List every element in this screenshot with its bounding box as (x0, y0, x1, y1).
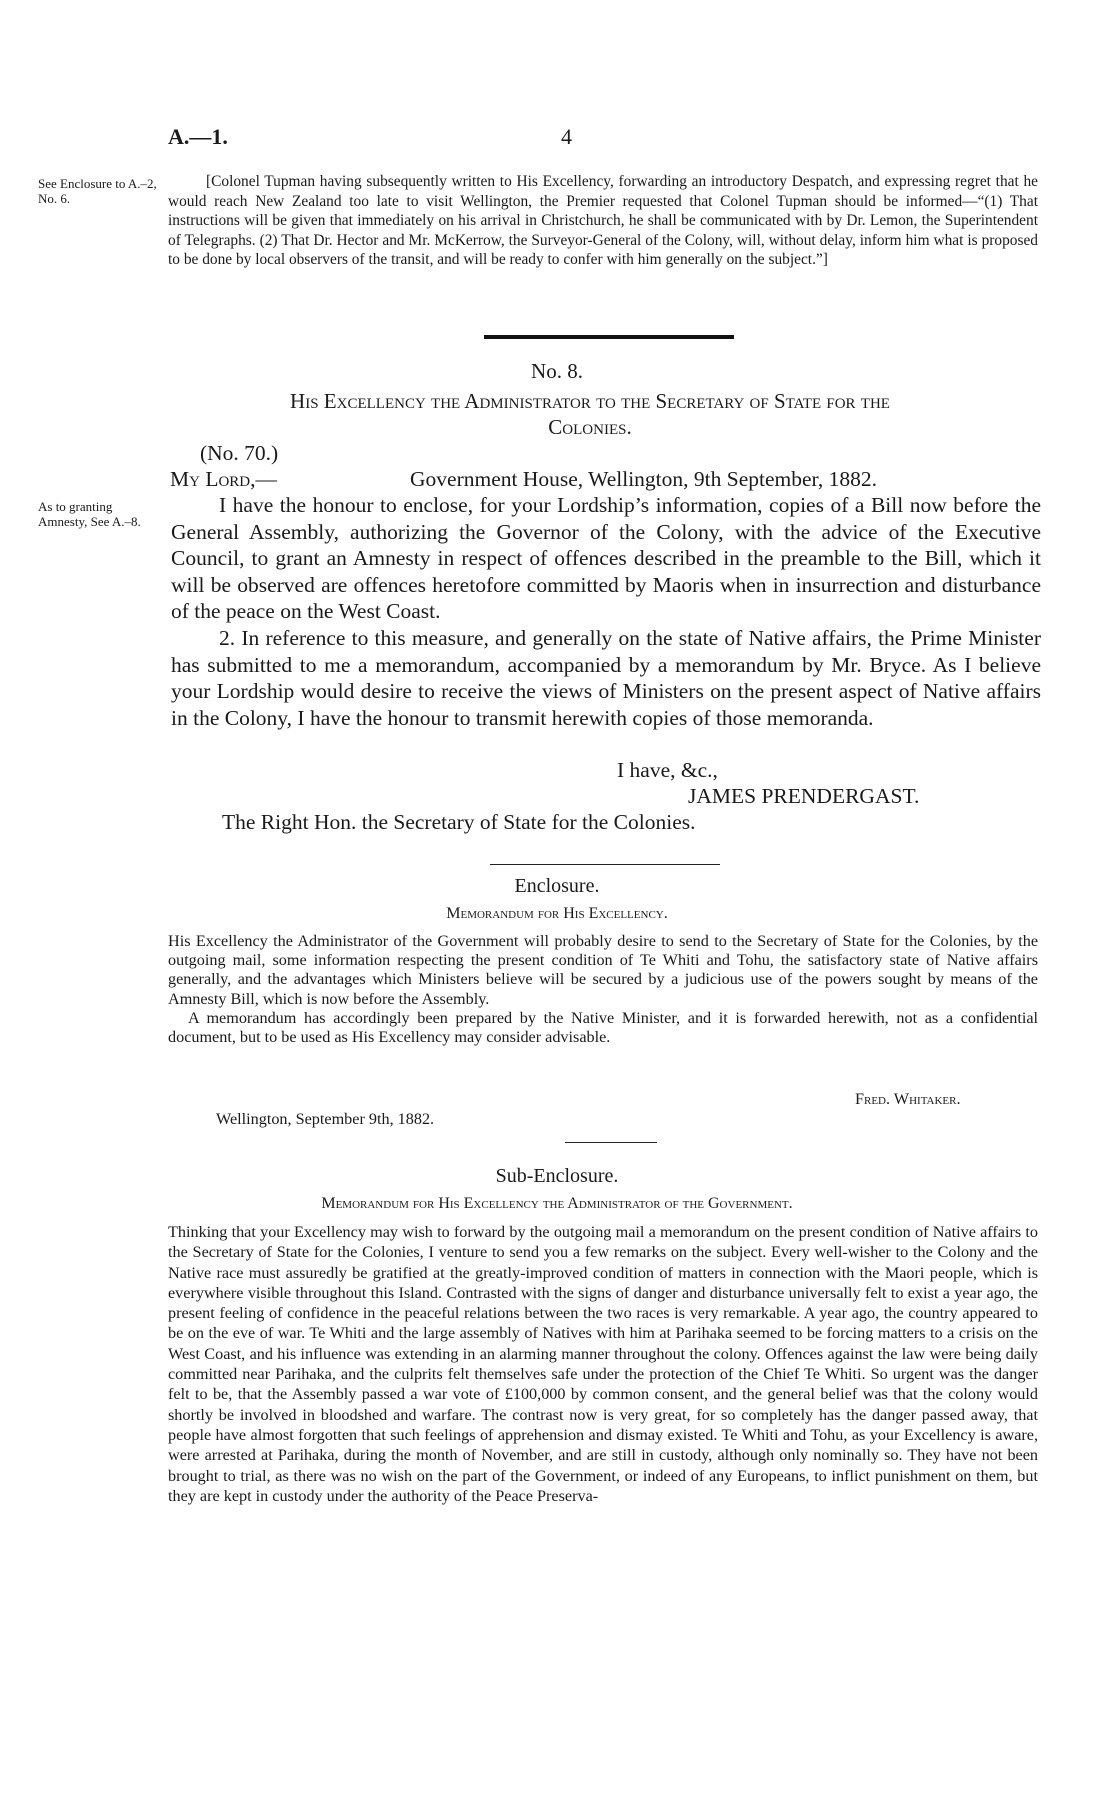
enclosure-paragraph-2: A memorandum has accordingly been prepared by the Native Minister, and it is forwarded herewith, not as a confidential document, but to be used as His Excellency may consider advisable. (168, 1008, 1038, 1047)
margin-note-amnesty-ref: As to granting Amnesty, See A.–8. (38, 499, 141, 529)
sub-enclosure-title: Sub-Enclosure. (495, 1165, 619, 1187)
despatch-heading-line1: His Excellency the Administrator to the Secretary of State for the (290, 389, 890, 413)
despatch-body (171, 492, 1041, 731)
despatch-number: No. 8. (531, 359, 583, 383)
salutation: My Lord,— (170, 467, 278, 491)
section-divider (484, 335, 734, 339)
divider-sub-enclosure (565, 1142, 657, 1143)
enclosure-body (168, 932, 1038, 1047)
signature-whitaker: Fred. Whitaker. (855, 1090, 961, 1108)
sub-enclosure-paragraph: Thinking that your Excellency may wish to forward by the outgoing mail a memorandum on the present condition of Native affairs to the Secretary of State for the Colonies, I venture to send you a few remarks on the subject. Every well-wisher to the Colony and the Native race must assuredly be gratified at the greatly-improved condition of matters in connection with the Maori people, which is everywhere visible throughout this Island. Contrasted with the signs of danger and disturbance universally felt to exist a year ago, the present feeling of confidence in the peaceful relations between the two races is very remarkable. A year ago, the country appeared to be on the eve of war. Te Whiti and the large assembly of Natives with him at Parihaka seemed to be forcing matters to a crisis on the West Coast, and his influence was extending in an alarming manner throughout the colony. Offences against the law were being daily committed near Parihaka, and the culprits felt themselves safe under the protection of the Chief Te Whiti. So urgent was the danger felt to be, that the Assembly passed a war vote of £100,000 by common consent, and the general belief was that the colony would shortly be involved in bloodshed and warfare. The contrast now is very great, for so completely has the danger passed away, that people have almost forgotten that such feelings of apprehension and dismay existed. Te Whiti and Tohu, as your Excellency is aware, were arrested at Parihaka, during the month of November, and are still in custody, although only nominally so. They have not been brought to trial, as there was no wish on the part of the Government, or indeed of any Europeans, to inflict punishment on them, but they are kept in custody under the authority of the Peace Preserva- (168, 1223, 1038, 1505)
sub-enclosure-body (168, 1222, 1038, 1506)
enclosure-subtitle: Memorandum for His Excellency. (446, 905, 668, 922)
closing: I have, &c., (617, 758, 718, 782)
margin-note-enclosure-ref: See Enclosure to A.–2, No. 6. (38, 176, 157, 206)
despatch-reference: (No. 70.) (200, 441, 279, 465)
despatch-paragraph-2: 2. In reference to this measure, and generally on the state of Native affairs, the Prime Minister has submitted to me a memorandum, accompanied by a memorandum by Mr. Bryce. As I believe your Lordship would desire to receive the views of Ministers on the present aspect of Native affairs in the Colony, I have the honour to transmit herewith copies of those memoranda. (171, 625, 1041, 730)
signature-prendergast: JAMES PRENDERGAST. (688, 784, 920, 808)
series-label: A.—1. (168, 124, 228, 149)
intro-paragraph: [Colonel Tupman having subsequently written to His Excellency, forwarding an introductory Despatch, and expressing regret that he would reach New Zealand too late to visit Wellington, the Premier requested that Colonel Tupman should be informed—“(1) That instructions will be given that immediately on his arrival in Christchurch, he shall be communicated with by Dr. Lemon, the Superintendent of Telegraphs. (2) That Dr. Hector and Mr. McKerrow, the Surveyor-General of the Colony, will, without delay, inform him what is proposed to be done by local observers of the transit, and will be ready to confer with him generally on the subject.”] (168, 173, 1038, 269)
enclosure-paragraph-1: His Excellency the Administrator of the Government will probably desire to send to the Secretary of State for the Colonies, by the outgoing mail, some information respecting the present condition of Te Whiti and Tohu, the satisfactory state of Native affairs generally, and the advantages which Ministers believe will be secured by a judicious use of the powers sought by means of the Amnesty Bill, which is now before the Assembly. (168, 932, 1038, 1008)
despatch-paragraph-1: I have the honour to enclose, for your Lordship’s information, copies of a Bill now before the General Assembly, authorizing the Governor of the Colony, with the advice of the Executive Council, to grant an Amnesty in respect of offences described in the preamble to the Bill, which it will be observed are offences heretofore committed by Maoris when in insurrection and disturbance of the peace on the West Coast. (171, 493, 1041, 624)
divider-enclosure (490, 864, 720, 865)
enclosure-dateline: Wellington, September 9th, 1882. (216, 1110, 435, 1128)
enclosure-title: Enclosure. (514, 875, 600, 897)
despatch-heading-line2: Colonies. (548, 415, 632, 439)
despatch-dateline: Government House, Wellington, 9th September, 1882. (410, 467, 877, 491)
page-number: 4 (561, 124, 572, 149)
sub-enclosure-subtitle: Memorandum for His Excellency the Administrator of the Government. (321, 1195, 793, 1212)
addressee: The Right Hon. the Secretary of State for the Colonies. (222, 810, 696, 834)
